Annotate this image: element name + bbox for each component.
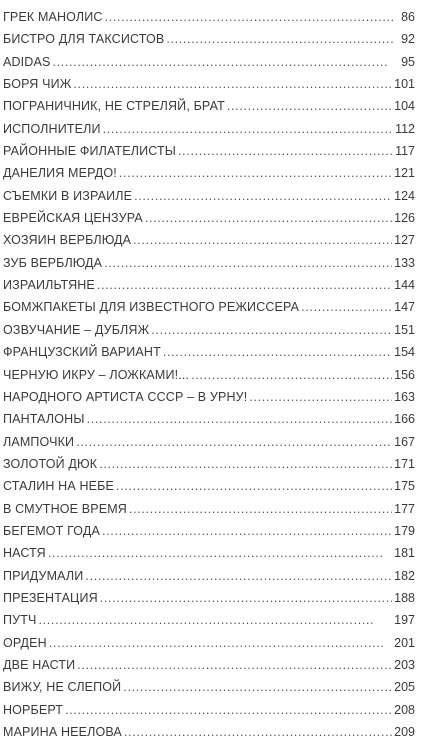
toc-entry xyxy=(3,520,415,542)
toc-entry-title: СЪЕМКИ В ИЗРАИЛЕ xyxy=(3,188,133,203)
toc-entry-title: ЗОЛОТОЙ ДЮК xyxy=(3,456,98,471)
toc-entry-page: 101 xyxy=(394,77,415,92)
toc-entry xyxy=(3,118,415,140)
toc-entry xyxy=(3,6,415,28)
toc-entry-title: ПУТЧ xyxy=(3,613,37,628)
toc-entry-page: 181 xyxy=(394,546,415,561)
toc-entry-title: ВИЖУ, НЕ СЛЕПОЙ xyxy=(3,680,122,695)
dot-leader xyxy=(134,185,392,207)
toc-entry-title: БИСТРО ДЛЯ ТАКСИСТОВ xyxy=(3,32,165,47)
dot-leader xyxy=(163,341,392,363)
toc-entry xyxy=(3,431,415,453)
toc-entry-title: ИСПОЛНИТЕЛИ xyxy=(3,121,101,136)
toc-entry xyxy=(3,95,415,117)
toc-entry-title: ДАНЕЛИЯ МЕРДО! xyxy=(3,166,117,181)
toc-entry-page: 92 xyxy=(401,32,415,47)
toc-entry xyxy=(3,699,415,721)
toc-entry-page: 171 xyxy=(394,456,415,471)
toc-entry-title: НАСТЯ xyxy=(3,546,46,561)
toc-entry-page: 188 xyxy=(394,590,415,605)
toc-entry-title: ПОГРАНИЧНИК, НЕ СТРЕЛЯЙ, БРАТ xyxy=(3,99,225,114)
toc-entry-page: 86 xyxy=(401,10,415,24)
toc-entry-title: ЧЕРНУЮ ИКРУ – ЛОЖКАМИ!... xyxy=(3,367,190,382)
dot-leader xyxy=(227,95,392,117)
toc-entry-page: 167 xyxy=(394,434,415,449)
toc-entry xyxy=(3,386,415,408)
toc-entry-title: ГРЕК МАНОЛИС xyxy=(3,10,103,24)
toc-entry-title: ФРАНЦУЗСКИЙ ВАРИАНТ xyxy=(3,345,161,360)
toc-entry-title: ОРДЕН xyxy=(3,635,47,650)
toc-entry-page: 121 xyxy=(394,166,415,181)
toc-entry-title: НАРОДНОГО АРТИСТА СССР – В УРНУ! xyxy=(3,389,248,404)
dot-leader xyxy=(166,28,395,50)
toc-entry-page: 112 xyxy=(395,121,415,136)
toc-entry-page: 124 xyxy=(394,188,415,203)
toc-entry-page: 127 xyxy=(394,233,415,248)
toc-entry xyxy=(3,542,415,564)
toc-entry xyxy=(3,185,415,207)
dot-leader xyxy=(105,6,395,28)
toc-entry-title: РАЙОННЫЕ ФИЛАТЕЛИСТЫ xyxy=(3,144,177,159)
toc-entry xyxy=(3,408,415,430)
toc-entry-title: ОЗВУЧАНИЕ – ДУБЛЯЖ xyxy=(3,322,150,337)
dot-leader xyxy=(103,118,393,140)
toc-entry-page: 177 xyxy=(394,501,415,516)
dot-leader xyxy=(77,654,392,676)
toc-entry xyxy=(3,140,415,162)
toc-entry-page: 133 xyxy=(394,255,415,270)
toc-entry-page: 208 xyxy=(394,702,415,717)
dot-leader xyxy=(85,565,392,587)
toc-entry xyxy=(3,676,415,698)
toc-entry-page: 203 xyxy=(394,657,415,672)
toc-entry xyxy=(3,73,415,95)
toc-entry-title: ЕВРЕЙСКАЯ ЦЕНЗУРА xyxy=(3,211,143,226)
toc-entry-page: 104 xyxy=(394,99,415,114)
dot-leader xyxy=(73,73,392,95)
toc-entry xyxy=(3,364,415,386)
dot-leader xyxy=(65,699,392,721)
toc-entry-title: МАРИНА НЕЕЛОВА xyxy=(3,725,122,739)
toc-entry-title: БОРЯ ЧИЖ xyxy=(3,77,72,92)
toc-entry xyxy=(3,587,415,609)
toc-entry-page: 147 xyxy=(394,300,415,315)
toc-entry-page: 205 xyxy=(394,680,415,695)
dot-leader xyxy=(76,431,392,453)
toc-entry xyxy=(3,28,415,50)
toc-entry-page: 95 xyxy=(401,54,415,69)
toc-entry-title: ЗУБ ВЕРБЛЮДА xyxy=(3,255,103,270)
dot-leader xyxy=(145,207,392,229)
toc-entry-title: ADIDAS xyxy=(3,54,51,69)
toc-entry-title: В СМУТНОЕ ВРЕМЯ xyxy=(3,501,127,516)
toc-entry-page: 151 xyxy=(394,322,415,337)
toc-entry xyxy=(3,229,415,251)
toc-entry-page: 179 xyxy=(394,523,415,538)
toc-entry-title: СТАЛИН НА НЕБЕ xyxy=(3,479,114,494)
toc-entry xyxy=(3,654,415,676)
toc-entry xyxy=(3,475,415,497)
toc-entry-title: НОРБЕРТ xyxy=(3,702,64,717)
dot-leader xyxy=(301,296,392,318)
toc-entry-page: 209 xyxy=(394,725,415,739)
dot-leader xyxy=(116,475,392,497)
dot-leader xyxy=(191,364,392,386)
toc-entry xyxy=(3,296,415,318)
toc-entry-page: 182 xyxy=(394,568,415,583)
dot-leader xyxy=(97,274,392,296)
dot-leader xyxy=(99,453,392,475)
toc-entry xyxy=(3,565,415,587)
table-of-contents xyxy=(3,6,415,743)
toc-entry xyxy=(3,632,415,654)
toc-entry xyxy=(3,341,415,363)
toc-entry xyxy=(3,274,415,296)
toc-entry-page: 154 xyxy=(394,345,415,360)
dot-leader xyxy=(119,162,392,184)
toc-entry xyxy=(3,498,415,520)
toc-entry-page: 126 xyxy=(394,211,415,226)
toc-entry xyxy=(3,721,415,743)
toc-entry-page: 201 xyxy=(394,635,415,650)
toc-entry-title: ПРЕЗЕНТАЦИЯ xyxy=(3,590,98,605)
toc-entry-title: БЕГЕМОТ ГОДА xyxy=(3,523,101,538)
dot-leader xyxy=(123,676,392,698)
toc-entry xyxy=(3,51,415,73)
toc-entry xyxy=(3,609,415,631)
dot-leader xyxy=(124,721,392,743)
toc-entry-title: ЛАМПОЧКИ xyxy=(3,434,75,449)
toc-entry-title: ХОЗЯИН ВЕРБЛЮДА xyxy=(3,233,132,248)
toc-entry-page: 163 xyxy=(394,389,415,404)
dot-leader xyxy=(52,51,395,73)
dot-leader xyxy=(129,498,392,520)
dot-leader xyxy=(49,632,392,654)
dot-leader xyxy=(48,542,392,564)
toc-entry-page: 144 xyxy=(394,278,415,293)
toc-entry-title: ПРИДУМАЛИ xyxy=(3,568,84,583)
toc-entry-page: 156 xyxy=(394,367,415,382)
toc-entry-title: ПАНТАЛОНЫ xyxy=(3,412,85,427)
toc-entry xyxy=(3,162,415,184)
toc-entry-title: ДВЕ НАСТИ xyxy=(3,657,76,672)
dot-leader xyxy=(151,319,392,341)
toc-entry xyxy=(3,207,415,229)
dot-leader xyxy=(100,587,392,609)
toc-entry-title: БОМЖПАКЕТЫ ДЛЯ ИЗВЕСТНОГО РЕЖИССЕРА xyxy=(3,300,300,315)
dot-leader xyxy=(249,386,392,408)
toc-entry-page: 166 xyxy=(394,412,415,427)
dot-leader xyxy=(87,408,393,430)
toc-entry xyxy=(3,319,415,341)
dot-leader xyxy=(104,252,392,274)
toc-entry-page: 175 xyxy=(394,479,415,494)
dot-leader xyxy=(102,520,392,542)
toc-entry-page: 197 xyxy=(394,613,415,628)
dot-leader xyxy=(39,609,393,631)
toc-entry xyxy=(3,453,415,475)
toc-entry xyxy=(3,252,415,274)
dot-leader xyxy=(178,140,393,162)
toc-entry-page: 117 xyxy=(395,144,415,159)
dot-leader xyxy=(133,229,392,251)
toc-entry-title: ИЗРАИЛЬТЯНЕ xyxy=(3,278,95,293)
